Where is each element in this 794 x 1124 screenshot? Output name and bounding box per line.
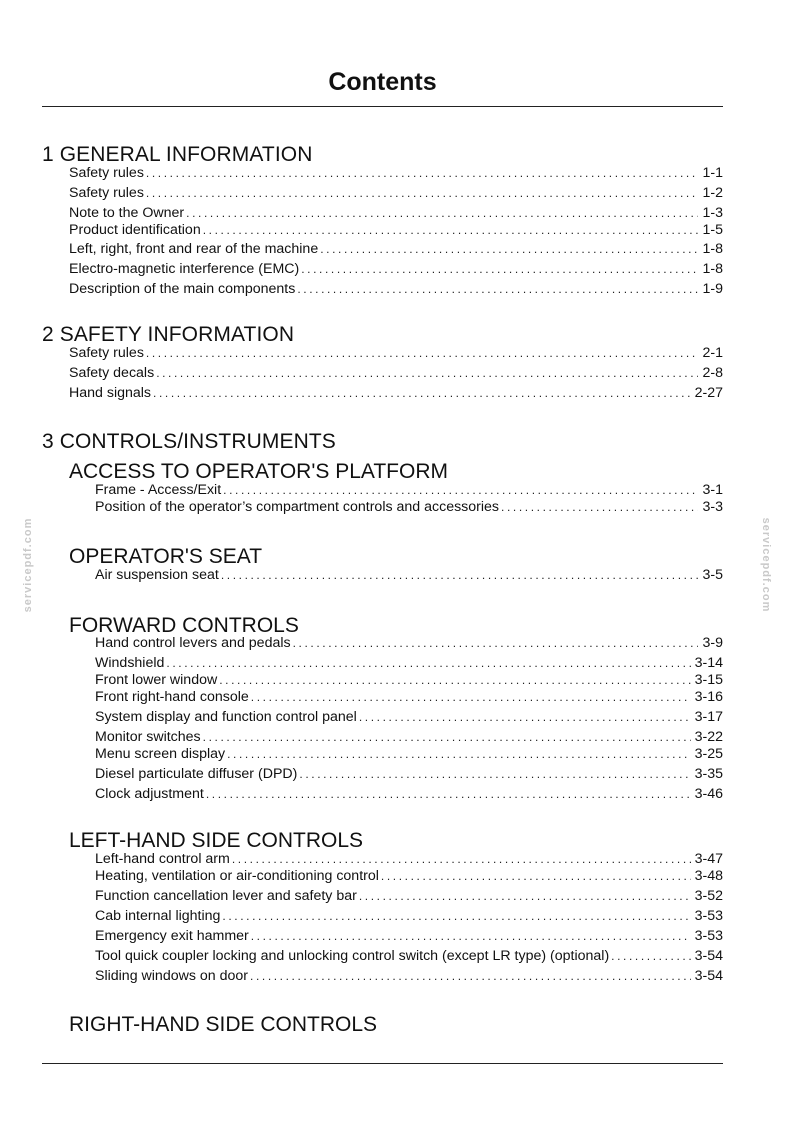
toc-entry-label: Safety rules (69, 165, 144, 181)
toc-entry-page: 2-27 (694, 385, 723, 401)
toc-entry[interactable] (95, 709, 723, 726)
toc-entry-label: Safety rules (69, 185, 144, 201)
toc-entry-label: Front lower window (95, 672, 218, 688)
toc-entry-label: Sliding windows on door (95, 968, 249, 984)
toc-entry-page: 3-22 (694, 729, 723, 745)
toc-entry[interactable] (69, 261, 723, 278)
section-access-heading: ACCESS TO OPERATOR'S PLATFORM (69, 460, 448, 483)
section-left-heading: LEFT-HAND SIDE CONTROLS (69, 829, 364, 852)
section-seat-heading: OPERATOR'S SEAT (69, 545, 263, 568)
toc-entry-label: Tool quick coupler locking and unlocking control switch (except LR type) (optional) (95, 948, 610, 964)
toc-entry-page: 1-2 (702, 185, 723, 201)
toc-entry-label: Frame - Access/Exit (95, 482, 222, 498)
toc-entry-label: Air suspension seat (95, 567, 219, 583)
toc-entry-label: Safety decals (69, 365, 155, 381)
toc-entry-label: Function cancellation lever and safety bar (95, 888, 357, 904)
dot-leader (223, 482, 698, 499)
dot-leader (381, 868, 691, 885)
dot-leader (301, 261, 698, 278)
toc-entry-label: Heating, ventilation or air-conditioning control (95, 868, 379, 884)
dot-leader (251, 928, 691, 945)
dot-leader (203, 222, 699, 239)
toc-entry[interactable] (69, 365, 723, 382)
dot-leader (222, 908, 690, 925)
chapter-2-entries (69, 345, 723, 402)
toc-entry[interactable] (95, 766, 723, 783)
toc-entry-page: 3-46 (694, 786, 723, 802)
dot-leader (251, 689, 691, 706)
toc-entry-page: 3-14 (694, 655, 723, 671)
dot-leader (186, 205, 698, 222)
toc-entry-label: Hand signals (69, 385, 152, 401)
page-title: Contents (328, 68, 437, 96)
dot-leader (232, 851, 691, 868)
chapter-3-heading: 3 CONTROLS/INSTRUMENTS (42, 430, 336, 453)
chapter-1-heading: 1 GENERAL INFORMATION (42, 143, 313, 166)
toc-entry[interactable] (95, 482, 723, 499)
toc-entry-page: 3-53 (694, 928, 723, 944)
toc-entry-label: Windshield (95, 655, 165, 671)
toc-entry-page: 3-3 (702, 499, 723, 515)
toc-entry-label: Position of the operator’s compartment controls and accessories (95, 499, 500, 515)
bottom-divider (42, 1063, 723, 1064)
toc-entry-page: 1-5 (702, 222, 723, 238)
dot-leader (153, 385, 691, 402)
chapter-2-heading: 2 SAFETY INFORMATION (42, 323, 295, 346)
toc-entry[interactable] (95, 689, 723, 706)
toc-entry-page: 1-8 (702, 241, 723, 257)
section-access-entries (95, 482, 723, 516)
toc-entry-page: 1-3 (702, 205, 723, 221)
toc-entry[interactable] (95, 948, 723, 965)
chapter-1-entries (69, 165, 723, 298)
toc-entry-page: 3-48 (694, 868, 723, 884)
toc-entry[interactable] (95, 635, 723, 652)
dot-leader (206, 786, 691, 803)
dot-leader (227, 746, 690, 763)
toc-entry-page: 3-54 (694, 968, 723, 984)
dot-leader (320, 241, 698, 258)
toc-entry-page: 3-25 (694, 746, 723, 762)
toc-entry[interactable] (95, 567, 723, 584)
toc-entry-label: Electro-magnetic interference (EMC) (69, 261, 300, 277)
toc-entry[interactable] (69, 345, 723, 362)
toc-entry-page: 1-9 (702, 281, 723, 297)
toc-entry[interactable] (95, 499, 723, 516)
toc-entry-label: Note to the Owner (69, 205, 185, 221)
dot-leader (359, 709, 691, 726)
toc-entry[interactable] (69, 165, 723, 182)
dot-leader (219, 672, 690, 689)
toc-entry-label: Cab internal lighting (95, 908, 221, 924)
toc-entry-page: 3-1 (702, 482, 723, 498)
toc-entry[interactable] (95, 968, 723, 985)
toc-entry[interactable] (95, 868, 723, 885)
dot-leader (297, 281, 698, 298)
watermark-right: servicepdf.com (760, 517, 772, 613)
dot-leader (611, 948, 690, 965)
toc-entry-label: System display and function control panel (95, 709, 357, 725)
toc-entry-page: 1-8 (702, 261, 723, 277)
dot-leader (250, 968, 691, 985)
toc-entry[interactable] (95, 729, 723, 746)
toc-entry-label: Hand control levers and pedals (95, 635, 291, 651)
toc-entry-page: 3-15 (694, 672, 723, 688)
toc-entry[interactable] (95, 888, 723, 905)
dot-leader (299, 766, 690, 783)
toc-entry-label: Product identification (69, 222, 201, 238)
toc-entry-label: Safety rules (69, 345, 144, 361)
toc-entry-label: Emergency exit hammer (95, 928, 249, 944)
toc-entry[interactable] (69, 222, 723, 239)
toc-entry-label: Menu screen display (95, 746, 226, 762)
top-divider (42, 106, 723, 107)
toc-entry-label: Description of the main components (69, 281, 296, 297)
toc-entry-label: Clock adjustment (95, 786, 204, 802)
dot-leader (203, 729, 691, 746)
watermark-left: servicepdf.com (22, 517, 34, 613)
toc-entry[interactable] (95, 851, 723, 868)
dot-leader (156, 365, 698, 382)
section-seat-entries (95, 567, 723, 584)
dot-leader (221, 567, 699, 584)
toc-entry[interactable] (69, 241, 723, 258)
toc-entry-page: 3-53 (694, 908, 723, 924)
section-right-heading: RIGHT-HAND SIDE CONTROLS (69, 1013, 378, 1036)
section-forward-heading: FORWARD CONTROLS (69, 614, 299, 637)
section-left-entries (95, 851, 723, 985)
dot-leader (146, 165, 699, 182)
toc-entry-page: 3-54 (694, 948, 723, 964)
toc-entry[interactable] (69, 205, 723, 222)
toc-entry[interactable] (69, 385, 723, 402)
toc-entry-page: 3-16 (694, 689, 723, 705)
toc-entry-label: Monitor switches (95, 729, 201, 745)
toc-entry-label: Diesel particulate diffuser (DPD) (95, 766, 298, 782)
dot-leader (146, 185, 699, 202)
toc-entry[interactable] (95, 655, 723, 672)
toc-entry-label: Front right-hand console (95, 689, 249, 705)
toc-entry-page: 3-52 (694, 888, 723, 904)
toc-entry-label: Left-hand control arm (95, 851, 230, 867)
section-forward-entries (95, 635, 723, 803)
toc-entry-page: 3-17 (694, 709, 723, 725)
dot-leader (359, 888, 691, 905)
dot-leader (166, 655, 690, 672)
toc-entry-page: 2-1 (702, 345, 723, 361)
toc-entry-page: 3-9 (702, 635, 723, 651)
dot-leader (501, 499, 698, 516)
toc-entry[interactable] (95, 672, 723, 689)
dot-leader (293, 635, 699, 652)
dot-leader (146, 345, 699, 362)
toc-entry-page: 2-8 (702, 365, 723, 381)
toc-entry-page: 1-1 (702, 165, 723, 181)
toc-entry-page: 3-5 (702, 567, 723, 583)
toc-entry-page: 3-47 (694, 851, 723, 867)
toc-entry[interactable] (69, 281, 723, 298)
toc-entry-page: 3-35 (694, 766, 723, 782)
toc-entry[interactable] (69, 185, 723, 202)
toc-entry-label: Left, right, front and rear of the machine (69, 241, 319, 257)
toc-entry[interactable] (95, 928, 723, 945)
toc-entry[interactable] (95, 746, 723, 763)
toc-entry[interactable] (95, 786, 723, 803)
toc-entry[interactable] (95, 908, 723, 925)
